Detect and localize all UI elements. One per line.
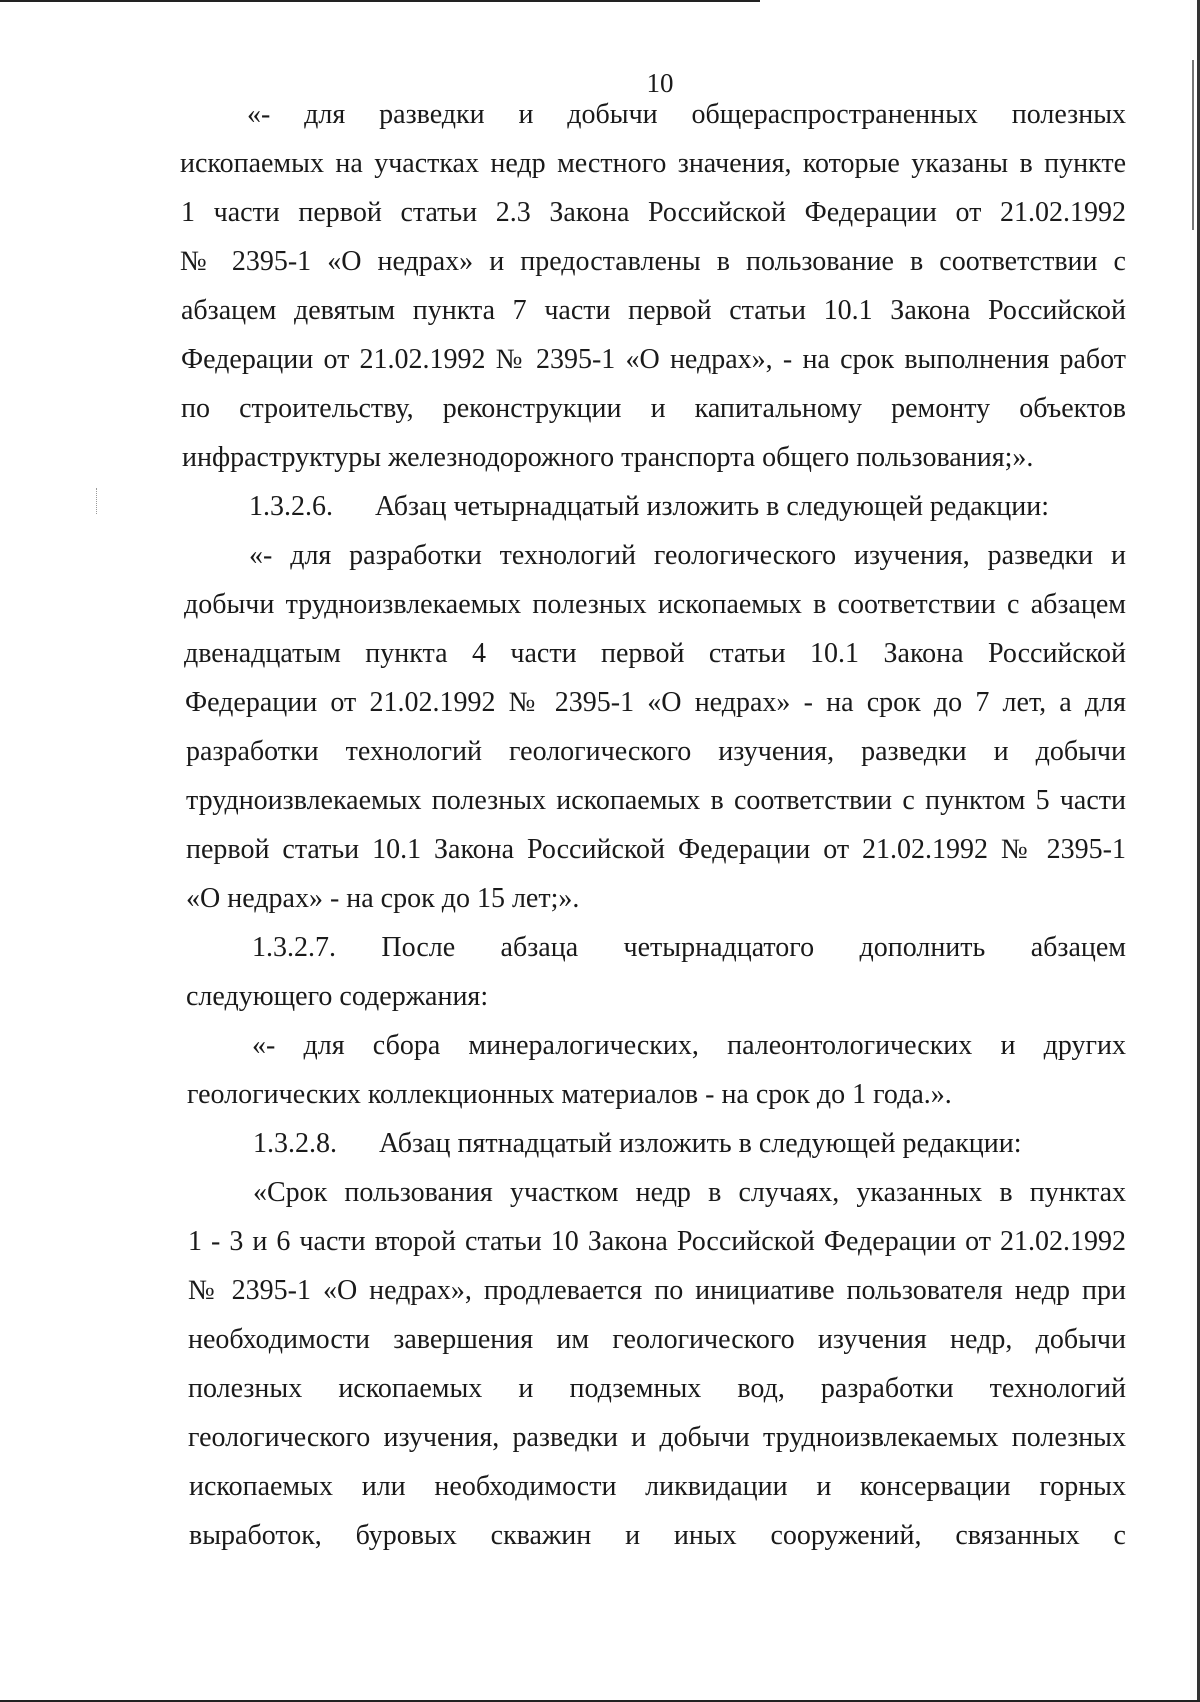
- text-line: Федерации от 21.02.1992 № 2395-1 «О недрах» - на срок до 7 лет, а для: [185, 687, 1126, 718]
- text-line: добычи трудноизвлекаемых полезных ископаемых в соответствии с абзацем: [184, 589, 1126, 620]
- text-line: геологического изучения, разведки и добычи трудноизвлекаемых полезных: [188, 1422, 1126, 1453]
- text-line: № 2395-1 «О недрах», продлевается по инициативе пользователя недр при: [188, 1275, 1126, 1306]
- text-line: 1.3.2.6. Абзац четырнадцатый изложить в следующей редакции:: [249, 491, 1049, 522]
- text-line: «- для сбора минералогических, палеонтологических и других: [252, 1030, 1126, 1061]
- text-line: ископаемых на участках недр местного значения, которые указаны в пункте: [180, 148, 1126, 179]
- page-number: 10: [646, 68, 674, 98]
- text-line: 1.3.2.8. Абзац пятнадцатый изложить в следующей редакции:: [253, 1128, 1022, 1159]
- text-line: полезных ископаемых и подземных вод, разработки технологий: [188, 1373, 1126, 1404]
- text-line: 1 части первой статьи 2.3 Закона Российской Федерации от 21.02.1992: [181, 197, 1126, 228]
- text-line: 1 - 3 и 6 части второй статьи 10 Закона Российской Федерации от 21.02.1992: [188, 1226, 1126, 1257]
- scan-edge-top: [0, 0, 760, 2]
- text-line: геологических коллекционных материалов - на срок до 1 года.».: [187, 1079, 952, 1110]
- text-line: «- для разведки и добычи общераспространенных полезных: [247, 99, 1126, 130]
- text-line: инфраструктуры железнодорожного транспорта общего пользования;».: [182, 442, 1034, 473]
- text-line: трудноизвлекаемых полезных ископаемых в соответствии с пунктом 5 части: [186, 785, 1126, 816]
- text-line: двенадцатым пункта 4 части первой статьи 10.1 Закона Российской: [184, 638, 1126, 669]
- text-line: выработок, буровых скважин и иных сооружений, связанных с: [189, 1520, 1126, 1551]
- text-line: первой статьи 10.1 Закона Российской Федерации от 21.02.1992 № 2395-1: [186, 834, 1126, 865]
- text-line: ископаемых или необходимости ликвидации и консервации горных: [189, 1471, 1126, 1502]
- text-line: необходимости завершения им геологического изучения недр, добычи: [188, 1324, 1126, 1355]
- text-line: Федерации от 21.02.1992 № 2395-1 «О недрах», - на срок выполнения работ: [181, 344, 1126, 375]
- scan-artifact: [96, 488, 99, 514]
- text-line: № 2395-1 «О недрах» и предоставлены в пользование в соответствии с: [180, 246, 1126, 277]
- text-line: разработки технологий геологического изучения, разведки и добычи: [186, 736, 1126, 767]
- text-line: «- для разработки технологий геологического изучения, разведки и: [249, 540, 1126, 571]
- text-line: по строительству, реконструкции и капитальному ремонту объектов: [181, 393, 1126, 424]
- text-line: «Срок пользования участком недр в случаях, указанных в пунктах: [253, 1177, 1126, 1208]
- text-line: абзацем девятым пункта 7 части первой статьи 10.1 Закона Российской: [181, 295, 1126, 326]
- text-line: «О недрах» - на срок до 15 лет;».: [186, 883, 580, 914]
- text-line: следующего содержания:: [186, 981, 489, 1012]
- text-line: 1.3.2.7. После абзаца четырнадцатого дополнить абзацем: [252, 932, 1126, 963]
